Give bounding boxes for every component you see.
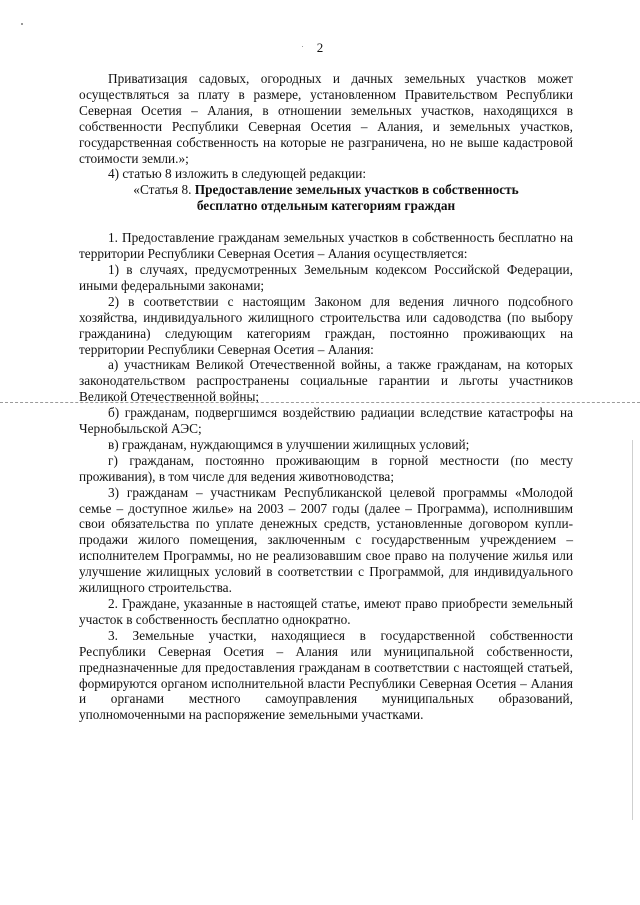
paragraph-clause-3: 3. Земельные участки, находящиеся в государственной собственности Республики Северная Осетия – Алания или муниципальной собственности, предназначенные для предоставления гражданам в соответствии с настоящей статьей, формируются органом исполнительной власти Республики Северная Осетия – Алания и органами местного самоуправления муниципальных образований, уполномоченными на распоряжение земельными участками.: [79, 627, 573, 723]
paragraph-clause-1-1: 1) в случаях, предусмотренных Земельным кодексом Российской Федерации, иными федеральными законами;: [79, 261, 573, 293]
paragraph-clause-1-2: 2) в соответствии с настоящим Законом для ведения личного подсобного хозяйства, индивидуального жилищного строительства или садоводства (по выбору гражданина) следующим категориям граждан, постоянно проживающих на территории Республики Северная Осетия – Алания:: [79, 293, 573, 357]
scan-artifact-line: [0, 402, 640, 403]
article-heading-title-line2: бесплатно отдельным категориям граждан: [196, 198, 456, 214]
paragraph-clause-1-3: 3) гражданам – участникам Республиканской целевой программы «Молодой семье – доступное жилье» на 2003 – 2007 годы (далее – Программа), исполнившим свои обязательства по уплате денежных средств, установленные договором купли-продажи жилого помещения, заключенным с государственным учреждением – исполнителем Программы, но не реализовавшим свое право на получение жилья или улучшение жилищных условий в соответствии с Программой, для индивидуального жилищного строительства.: [79, 484, 573, 596]
paragraph-clause-1-2-v: в) гражданам, нуждающимся в улучшении жилищных условий;: [108, 436, 470, 452]
article-heading: [79, 182, 573, 214]
page-number: 2: [316, 40, 324, 55]
paragraph-clause-1: 1. Предоставление гражданам земельных участков в собственность бесплатно на территории Республики Северная Осетия – Алания осуществляется:: [79, 230, 573, 262]
paragraph-clause-2: 2. Граждане, указанные в настоящей статье, имеют право приобрести земельный участок в собственность бесплатно однократно.: [79, 596, 573, 627]
article-heading-title: Предоставление земельных участков в собственность: [194, 182, 519, 198]
scan-speck: [302, 46, 303, 47]
paragraph-amendment-item-4: 4) статью 8 изложить в следующей редакции:: [108, 166, 367, 182]
paragraph-clause-1-2-g: г) гражданам, постоянно проживающим в горной местности (по месту проживания), в том числе для ведения животноводства;: [79, 452, 573, 484]
article-heading-prefix: «Статья 8.: [133, 182, 192, 198]
paragraph-privatization: Приватизация садовых, огородных и дачных земельных участков может осуществляться за плату в размере, установленном Правительством Республики Северная Осетия – Алания, в отношении земельных участков, находящихся в собственности Республики Северная Осетия – Алания, и земельных участков, государственная собственность на которые не разграничена, но не выше кадастровой стоимости земли.»;: [79, 71, 573, 166]
scan-speck: [21, 23, 23, 25]
document-body: [79, 71, 573, 723]
paragraph-clause-1-2-a: а) участникам Великой Отечественной войны, а также гражданам, на которых законодательством распространены социальные гарантии и льготы участников Великой Отечественной войны;: [79, 357, 573, 405]
paragraph-clause-1-2-b: б) гражданам, подвергшимся воздействию радиации вследствие катастрофы на Чернобыльской АЭС;: [79, 405, 573, 437]
scan-artifact-edge: [632, 440, 633, 820]
